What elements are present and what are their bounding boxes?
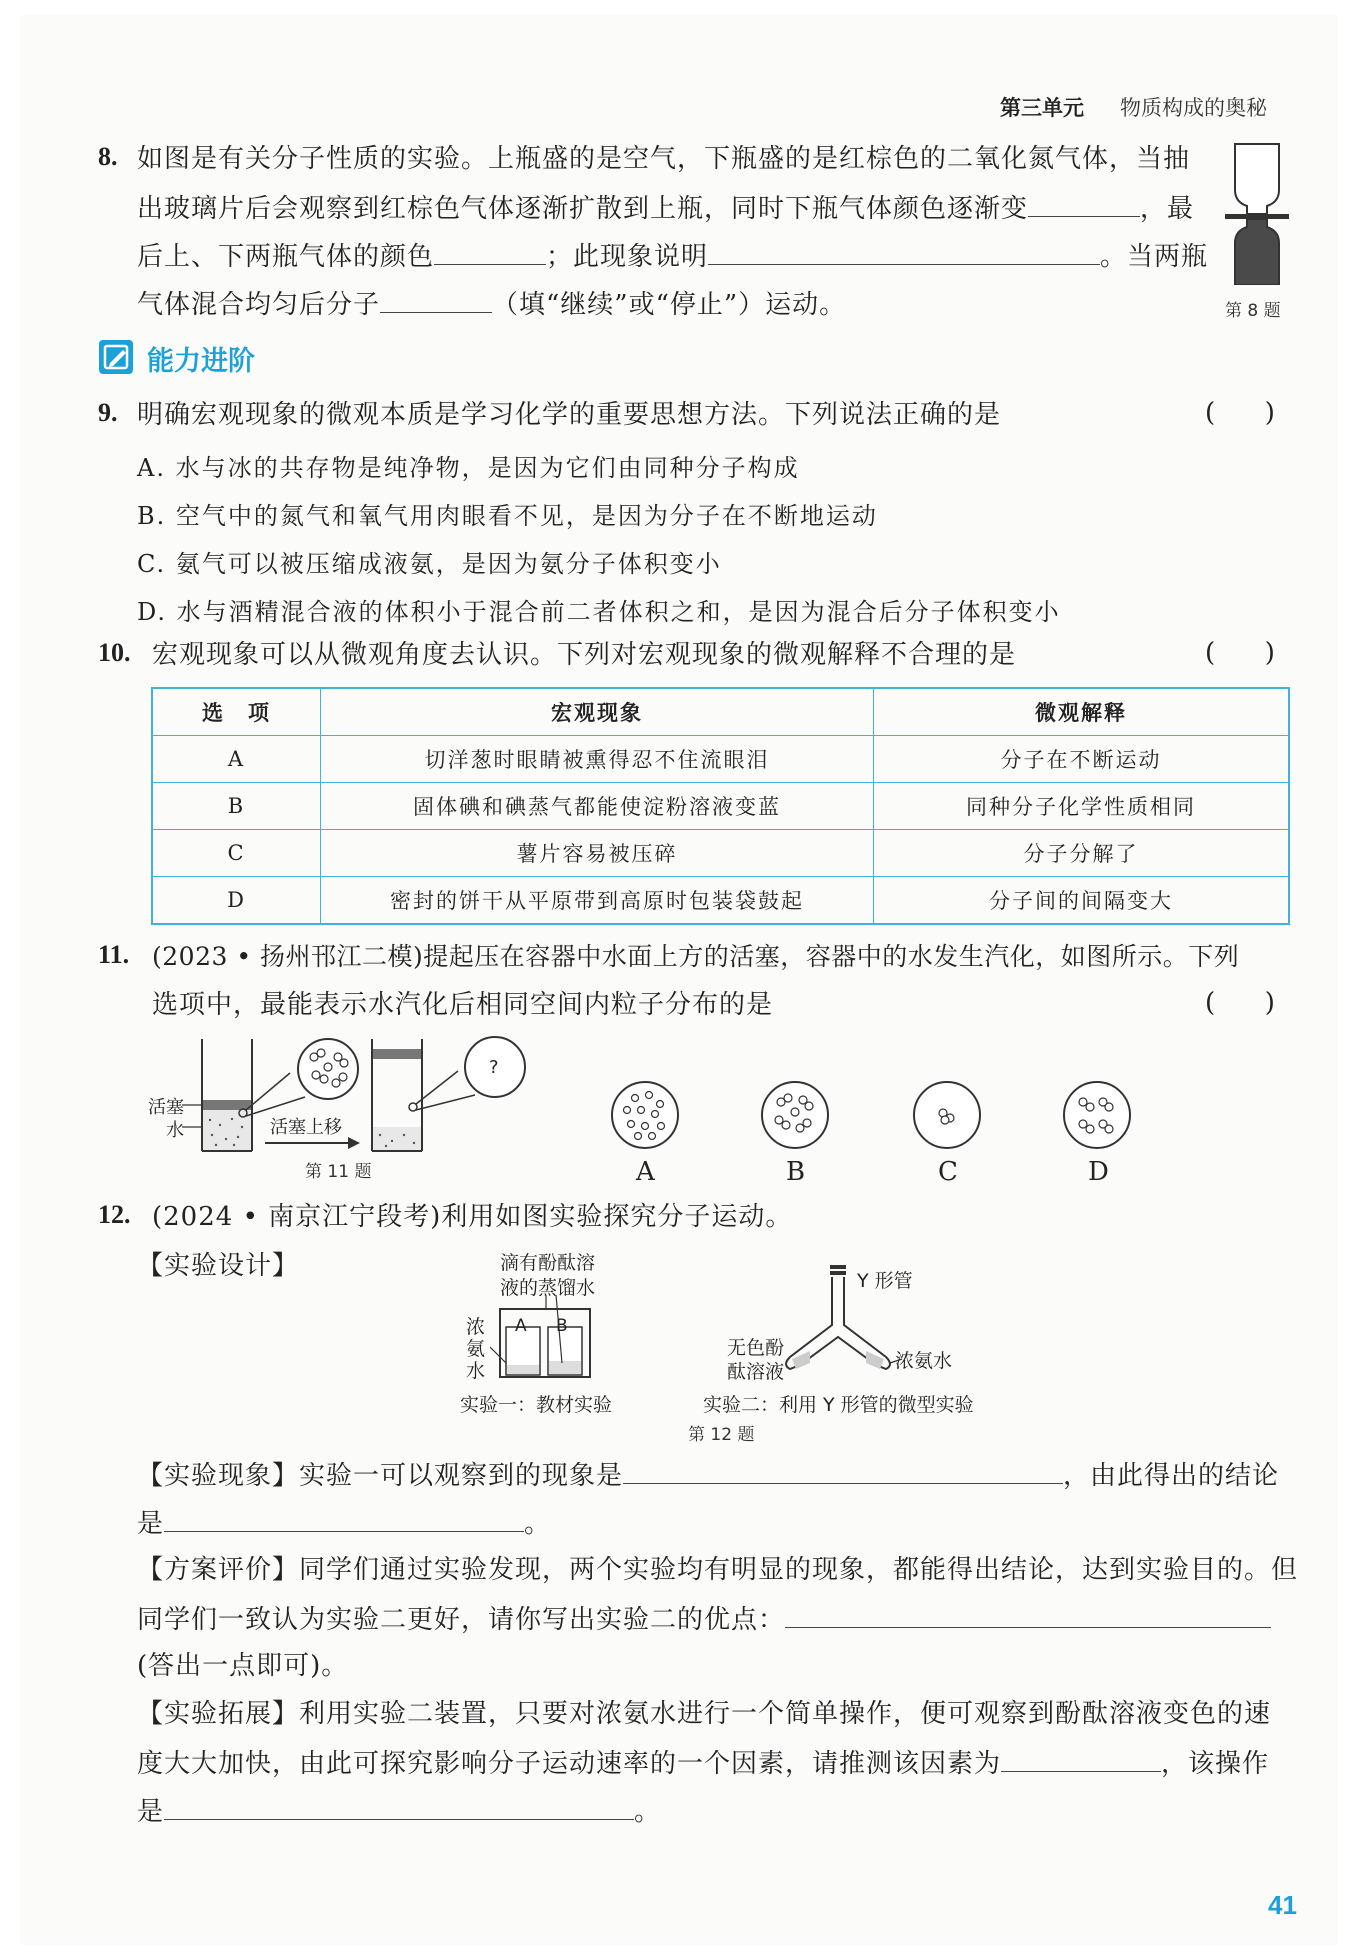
q9-stem: 明确宏观现象的微观本质是学习化学的重要思想方法。下列说法正确的是	[137, 400, 1002, 430]
q11-question-mark: ?	[489, 1057, 499, 1078]
q9-option-d: D. 水与酒精混合液的体积小于混合前二者体积之和，是因为混合后分子体积变小	[137, 598, 1061, 626]
table-cell: D	[152, 877, 321, 925]
q8-line2	[137, 190, 1194, 226]
eval-label: 【方案评价】	[137, 1555, 300, 1585]
q10-stem: 宏观现象可以从微观角度去认识。下列对宏观现象的微观解释不合理的是	[152, 640, 1017, 670]
conclusion-label: 是	[137, 1509, 165, 1539]
table-cell: 固体碘和碘蒸气都能使淀粉溶液变蓝	[321, 783, 874, 830]
q11-caption: 第 11 题	[305, 1162, 372, 1182]
q11-choice-label-b[interactable]: B	[786, 1157, 807, 1187]
q10-number: 10.	[98, 638, 131, 667]
eval-text: 同学们通过实验发现，两个实验均有明显的现象，都能得出结论，达到实验目的。但	[299, 1555, 1299, 1585]
q11-number: 11.	[98, 940, 130, 969]
table-row	[152, 736, 1289, 783]
eval-text-2: 同学们一致认为实验二更好，请你写出实验二的优点：	[137, 1605, 786, 1635]
q12-caption: 第 12 题	[688, 1425, 755, 1445]
exp1-beaker-a: A	[515, 1316, 527, 1336]
phenomenon-label: 【实验现象】	[137, 1461, 300, 1491]
q9-number: 9.	[98, 398, 118, 427]
table-cell: 分子间的间隔变大	[874, 877, 1290, 925]
operation-end: 。	[634, 1797, 662, 1827]
exp2-ytube-label: Y 形管	[857, 1270, 913, 1292]
exp1-ammonia-2: 氨	[466, 1338, 486, 1360]
q8-line3	[137, 238, 1208, 274]
q8-line3-end: 。当两瓶	[1100, 242, 1209, 272]
conclusion-end: 。	[524, 1509, 552, 1539]
q12-ext-line2	[137, 1745, 1269, 1781]
q12-design-label: 【实验设计】	[137, 1251, 300, 1281]
q8-blank-2[interactable]	[434, 238, 546, 265]
q12-phenomenon-line1	[137, 1457, 1279, 1493]
q11-choice-circles	[605, 1080, 1145, 1155]
table-cell: A	[152, 736, 321, 783]
exp1-top-label-2: 液的蒸馏水	[500, 1277, 596, 1299]
table-cell: B	[152, 783, 321, 830]
q12-blank-operation[interactable]	[164, 1793, 634, 1820]
q8-line3-text: 后上、下两瓶气体的颜色	[137, 242, 435, 272]
q8-bottles-figure	[1215, 140, 1305, 285]
table-cell: C	[152, 830, 321, 877]
q12-blank-conclusion[interactable]	[164, 1505, 524, 1532]
q12-stem: (2024 • 南京江宁段考)利用如图实验探究分子运动。	[152, 1202, 793, 1232]
table-cell: 密封的饼干从平原带到高原时包装袋鼓起	[321, 877, 874, 925]
q8-line4-text: 气体混合均匀后分子	[137, 290, 381, 320]
q8-blank-3[interactable]	[708, 238, 1100, 265]
exp2-ammonia-label: 浓氨水	[895, 1350, 953, 1372]
exp2-phenol-2: 酞溶液	[727, 1361, 785, 1383]
q11-label-move: 活塞上移	[270, 1117, 342, 1138]
q8-blank-1[interactable]	[1028, 190, 1140, 217]
q9-option-a: A. 水与冰的共存物是纯净物，是因为它们由同种分子构成	[137, 454, 800, 482]
exp1-top-label-1: 滴有酚酞溶	[500, 1252, 596, 1274]
q12-eval-line1	[137, 1553, 1298, 1587]
exp1-ammonia-1: 浓	[466, 1316, 486, 1338]
q10-table	[151, 687, 1290, 925]
q11-choice-label-d[interactable]: D	[1088, 1157, 1110, 1187]
exp1-caption: 实验一：教材实验	[460, 1394, 613, 1416]
q8-number: 8.	[98, 142, 118, 171]
q11-line2: 选项中，最能表示水汽化后相同空间内粒子分布的是	[152, 990, 774, 1020]
exp1-ammonia-3: 水	[466, 1360, 486, 1382]
table-cell: 切洋葱时眼睛被熏得忍不住流眼泪	[321, 736, 874, 783]
table-row	[152, 830, 1289, 877]
q8-line2-text: 出玻璃片后会观察到红棕色气体逐渐扩散到上瓶，同时下瓶气体颜色逐渐变	[137, 194, 1029, 224]
q11-choice-label-a[interactable]: A	[636, 1157, 656, 1187]
table-cell: 分子分解了	[874, 830, 1290, 877]
q11-answer-paren[interactable]: ( )	[1205, 988, 1275, 1018]
ext-text-3: ，该操作	[1161, 1749, 1270, 1779]
q11-line1: (2023 • 扬州邗江二模)提起压在容器中水面上方的活塞，容器中的水发生汽化，如图所示。下列	[152, 942, 1240, 971]
table-header-row	[152, 688, 1289, 736]
q9-option-c: C. 氨气可以被压缩成液氨，是因为氨分子体积变小	[137, 550, 722, 578]
table-cell: 同种分子化学性质相同	[874, 783, 1290, 830]
ext-label: 【实验拓展】	[137, 1699, 300, 1729]
q12-blank-factor[interactable]	[1001, 1745, 1161, 1772]
phenomenon-text: 实验一可以观察到的现象是	[299, 1461, 624, 1491]
q11-label-water: 水	[166, 1120, 184, 1141]
operation-label: 是	[137, 1797, 165, 1827]
section-title: 能力进阶	[147, 346, 255, 377]
exp1-beaker-b: B	[556, 1316, 568, 1336]
table-cell: 分子在不断运动	[874, 736, 1290, 783]
ext-text-2: 度大大加快，由此可探究影响分子运动速率的一个因素，请推测该因素为	[137, 1749, 1002, 1779]
ext-text: 利用实验二装置，只要对浓氨水进行一个简单操作，便可观察到酚酞溶液变色的速	[299, 1699, 1272, 1729]
q8-line2-end: ，最	[1140, 194, 1195, 224]
q12-number: 12.	[98, 1200, 131, 1229]
table-cell: 薯片容易被压碎	[321, 830, 874, 877]
q12-blank-phenomenon[interactable]	[623, 1457, 1063, 1484]
header-title: 物质构成的奥秘	[1120, 96, 1267, 120]
exp2-phenol-1: 无色酚	[727, 1337, 785, 1359]
table-row	[152, 783, 1289, 830]
exp1-beakers-figure	[490, 1295, 600, 1380]
q11-choice-label-c[interactable]: C	[938, 1157, 959, 1187]
header-unit: 第三单元	[1000, 96, 1084, 120]
table-header: 微观解释	[874, 688, 1290, 736]
phenomenon-text-end: ，由此得出的结论	[1063, 1461, 1280, 1491]
q12-ext-line3	[137, 1793, 661, 1829]
q12-ext-line1	[137, 1697, 1271, 1731]
q8-line4	[137, 286, 846, 322]
q12-eval-line3: (答出一点即可)。	[137, 1651, 349, 1681]
q8-caption: 第 8 题	[1225, 301, 1281, 321]
table-header: 选 项	[152, 688, 321, 736]
q9-option-b: B. 空气中的氮气和氧气用肉眼看不见，是因为分子在不断地运动	[137, 502, 878, 530]
choice-a-circle	[612, 1082, 678, 1148]
q8-line4-end: （填“继续”或“停止”）运动。	[492, 290, 847, 320]
q12-blank-advantage[interactable]	[785, 1601, 1271, 1628]
q8-line1: 如图是有关分子性质的实验。上瓶盛的是空气，下瓶盛的是红棕色的二氧化氮气体，当抽	[137, 144, 1191, 174]
q8-line3-mid: ；此现象说明	[546, 242, 709, 272]
choice-d-circle	[1064, 1082, 1130, 1148]
q12-eval-line2	[137, 1601, 1271, 1637]
page-number: 41	[1268, 1890, 1297, 1920]
q11-label-piston: 活塞	[148, 1097, 184, 1118]
table-header: 宏观现象	[321, 688, 874, 736]
exp2-caption: 实验二：利用 Y 形管的微型实验	[703, 1394, 974, 1416]
q12-phenomenon-line2	[137, 1505, 551, 1541]
q10-answer-paren[interactable]: ( )	[1205, 638, 1275, 668]
q8-blank-4[interactable]	[380, 286, 492, 313]
table-row	[152, 877, 1289, 925]
pencil-icon	[98, 339, 134, 375]
q9-answer-paren[interactable]: ( )	[1205, 398, 1275, 428]
